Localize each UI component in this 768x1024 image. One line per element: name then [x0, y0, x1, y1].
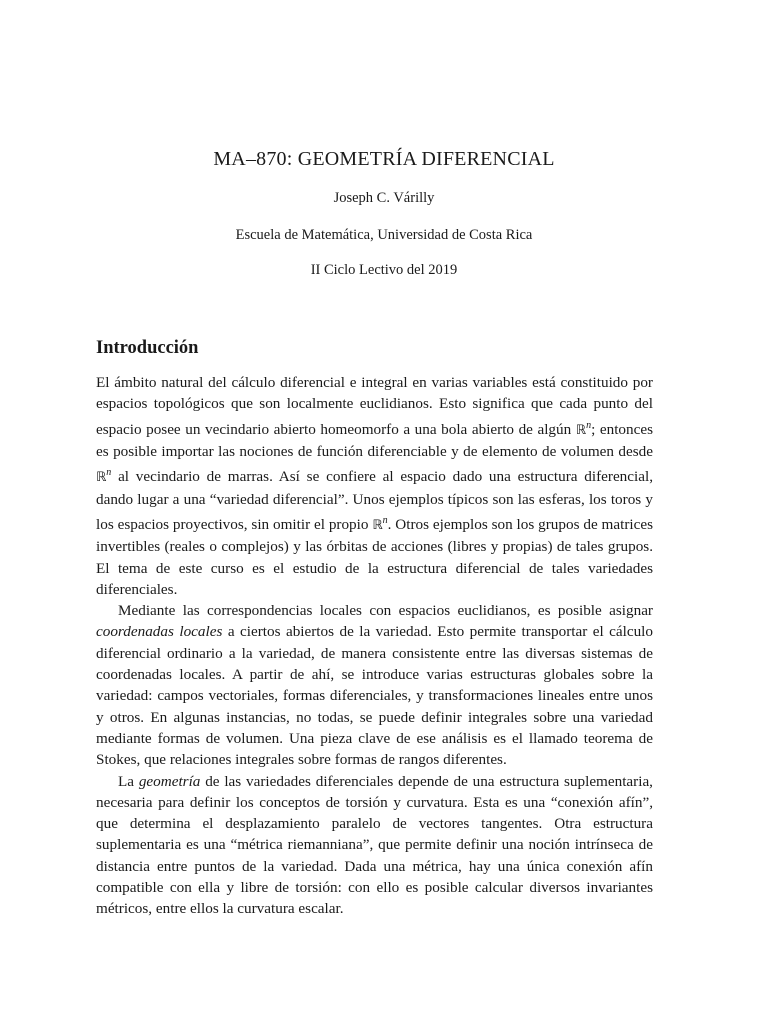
paragraph-text-segment: ℝ [372, 517, 383, 533]
paragraph-3 [96, 771, 653, 920]
paragraph-text-segment: ℝ [96, 470, 107, 486]
paragraph-text-segment: a ciertos abiertos de la variedad. Esto permite transportar el cálculo diferencial ordinario a la variedad, de manera consistente entre las diversas sistemas de coordenadas locales. A partir de ahí, se introduce varias estructuras globales sobre la variedad: campos vectoriales, formas diferenciales, y transformaciones lineales entre unos y otros. En algunas instancias, no todas, se puede definir integrales sobre una variedad mediante formas de volumen. Una pieza clave de ese análisis es el llamado teorema de Stokes, que relaciones integrales sobre formas de rangos diferentes. [96, 623, 654, 769]
paragraph-text-segment: coordenadas locales [96, 623, 223, 641]
paragraph-text-segment: ; entonces es posible importar las nociones de función diferenciable y de elemento de volumen desde [96, 420, 653, 460]
paragraph-text-segment: n [106, 467, 112, 479]
paragraph-text-segment: geometría [138, 772, 201, 790]
paragraph-2 [96, 600, 653, 770]
paragraph-text-segment: Mediante las correspondencias locales con espacios euclidianos, es posible asignar [118, 602, 653, 620]
document-title: MA–870: GEOMETRÍA DIFERENCIAL [213, 148, 555, 170]
paragraph-text-segment: n [382, 514, 388, 526]
paragraph-text-segment: de las variedades diferenciales depende de una estructura suplementaria, necesaria para definir los conceptos de torsión y curvatura. Esta es una “conexión afín”, que determina el desplazamiento paralelo de vectores tangentes. Otra estructura suplementaria es una “métrica riemanniana”, que permite definir una noción intrínseca de distancia entre puntos de la variedad. Dada una métrica, hay una única conexión afín compatible con ella y libre de torsión: con ello es posible calcular diversos invariantes métricos, entre ellos la curvatura escalar. [96, 772, 653, 918]
paragraph-text-segment: al vecindario de marras. Así se confiere al espacio dado una estructura diferencial, dando lugar a una “variedad diferencial”. Unos ejemplos típicos son las esferas, los toros y los espacios proyectivos, sin omitir el propio [96, 468, 653, 533]
document-affiliation: Escuela de Matemática, Universidad de Costa Rica [235, 227, 533, 243]
paragraph-text-segment: n [586, 419, 592, 431]
document-author: Joseph C. Várilly [333, 190, 435, 206]
paragraph-text-segment: El ámbito natural del cálculo diferencial e integral en varias variables está constituido por espacios topológicos que son localmente euclidianos. Esto significa que cada punto del espacio posee un vecindario abierto homeomorfo a una bola abierto de algún [96, 374, 653, 438]
document-term: II Ciclo Lectivo del 2019 [310, 262, 458, 278]
section-title: Introducción [96, 338, 199, 358]
section-body [96, 372, 653, 920]
paragraph-text-segment: . Otros ejemplos son los grupos de matrices invertibles (reales o complejos) y las órbitas de acciones (libres y propias) de tales grupos. El tema de este curso es el estudio de la estructura diferencial de tales variedades diferenciales. [96, 515, 653, 598]
paragraph-text-segment: ℝ [575, 422, 587, 438]
paragraph-1 [96, 372, 653, 600]
paragraph-text-segment: La [118, 772, 139, 790]
